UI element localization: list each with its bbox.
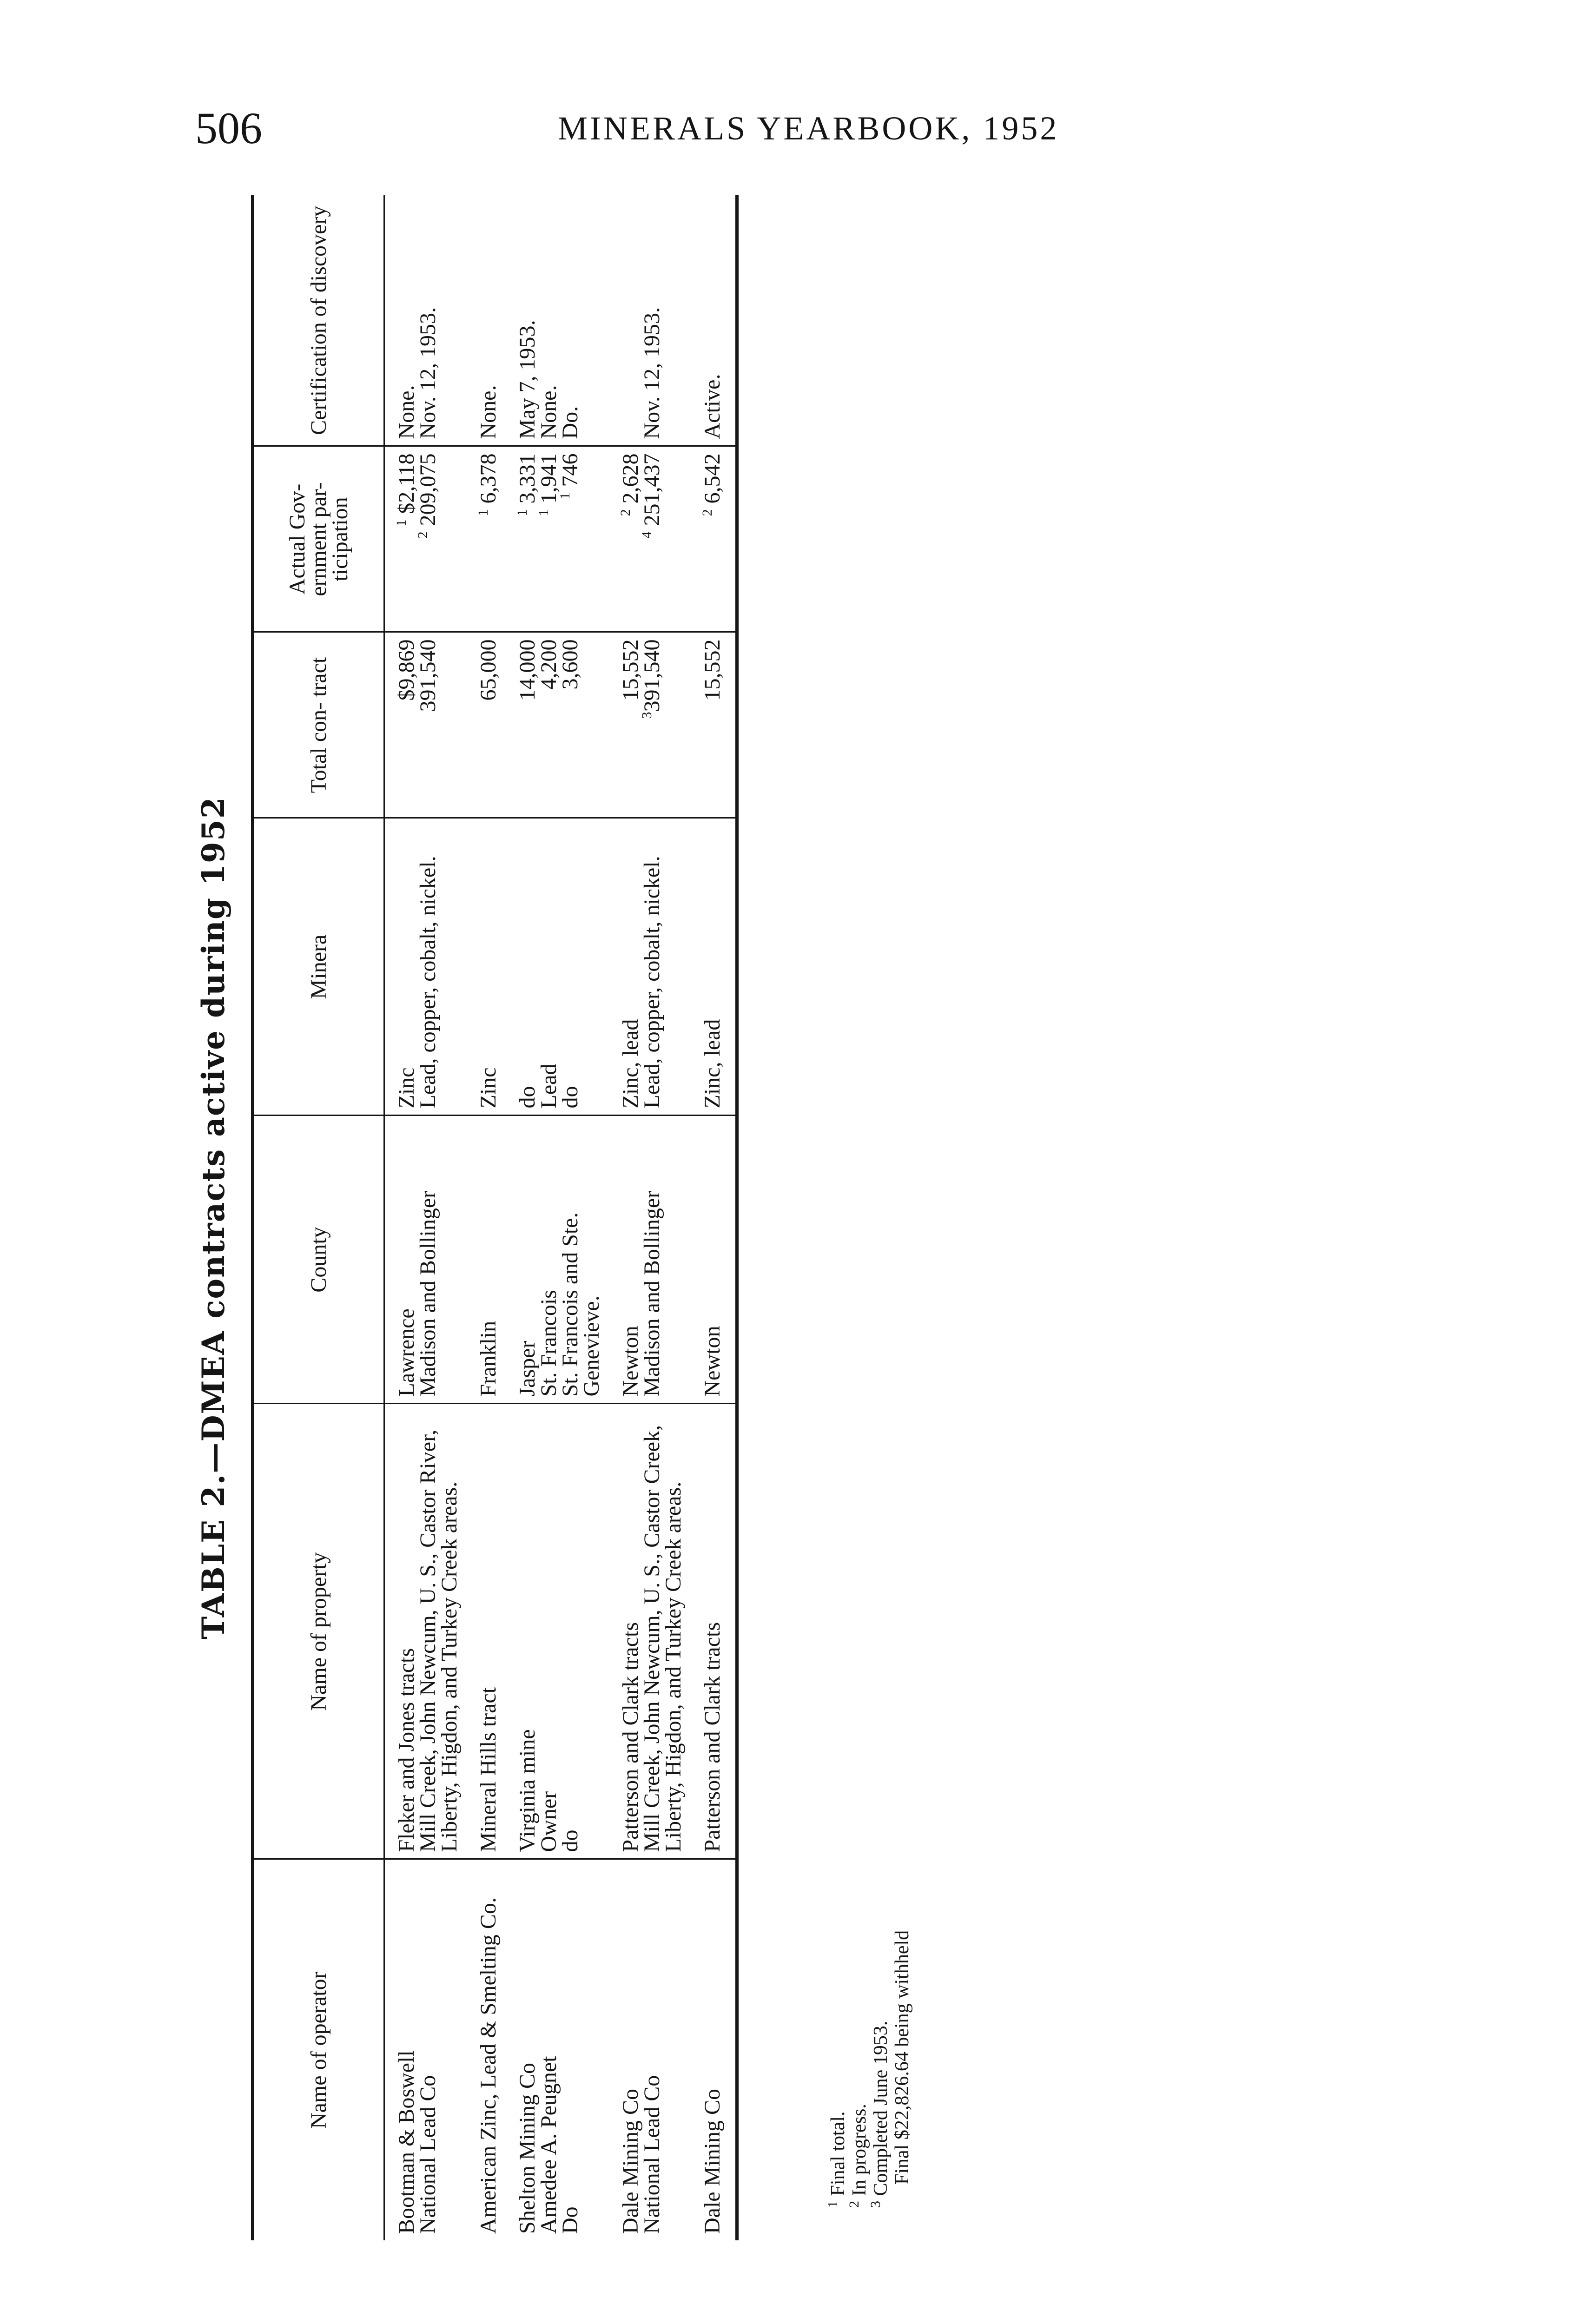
- footnote-mark: 1: [394, 519, 409, 527]
- cell-county: Jasper: [499, 1116, 538, 1404]
- cell-property: Mill Creek, John Newcum, U. S., Castor Creek, Liberty, Higdon, and Turkey Creek areas.: [641, 1404, 684, 1859]
- table-caption: TABLE 2.—DMEA contracts active during 1952: [195, 796, 231, 1639]
- cell-mineral: Lead: [538, 818, 560, 1116]
- table-row: [499, 195, 538, 2240]
- cell-total: 14,000: [499, 632, 538, 818]
- cell-actual-value: 1,941: [536, 453, 561, 504]
- cell-total: 4,200: [538, 632, 560, 818]
- cell-county: Lawrence: [384, 1116, 418, 1404]
- cell-mineral: Lead, copper, cobalt, nickel.: [417, 818, 460, 1116]
- cell-actual: [499, 446, 538, 632]
- table-row: [538, 195, 560, 2240]
- footnote-mark: 2: [700, 509, 715, 516]
- page-header: [0, 0, 1579, 195]
- cell-operator: Do: [560, 1859, 602, 2240]
- cell-county: Franklin: [460, 1116, 499, 1404]
- footnote-mark: 4: [639, 531, 654, 539]
- cell-county: Newton: [684, 1116, 737, 1404]
- footnote: Final $22,826.64 being withheld: [892, 1930, 913, 2185]
- footnote-mark: 1: [557, 492, 573, 500]
- footnote-mark: 2: [415, 531, 430, 539]
- table-row: [384, 195, 418, 2240]
- cell-county: St. Francois: [538, 1116, 560, 1404]
- cell-actual-value: 6,378: [476, 453, 501, 504]
- cell-total: 391,540: [417, 632, 460, 818]
- cell-certification: [602, 195, 641, 446]
- footnote-mark: 1: [515, 509, 530, 516]
- cell-actual: [557, 446, 602, 632]
- table-row: [641, 195, 684, 2240]
- cell-operator: Bootman & Boswell: [384, 1859, 418, 2240]
- footnote-mark: 3: [639, 712, 654, 719]
- cell-property: do: [560, 1404, 602, 1859]
- footnote-mark: 1: [476, 509, 491, 516]
- cell-operator: Dale Mining Co: [684, 1859, 737, 2240]
- cell-mineral: do: [499, 818, 538, 1116]
- cell-property: Mineral Hills tract: [460, 1404, 499, 1859]
- footnote-mark: 1: [536, 509, 551, 516]
- footnote: $^3$ Completed June 1953.: [868, 2020, 892, 2208]
- footnote-mark: 2: [618, 509, 633, 516]
- dmea-contracts-table: [251, 195, 739, 2240]
- cell-actual-value: 746: [558, 453, 582, 487]
- cell-certification: None.: [394, 385, 419, 439]
- cell-actual-value: 6,542: [700, 453, 725, 504]
- cell-total: 65,000: [460, 632, 499, 818]
- cell-operator: National Lead Co: [417, 1859, 460, 2240]
- table-row: [602, 195, 641, 2240]
- cell-certification: Nov. 12, 1953.: [640, 307, 664, 439]
- cell-operator: Amedee A. Peugnet: [538, 1859, 560, 2240]
- cell-total: 15,552: [684, 632, 737, 818]
- col-header-county: County: [253, 1116, 384, 1404]
- running-title: MINERALS YEARBOOK, 1952: [558, 110, 1059, 147]
- table-header-row: [253, 195, 384, 2240]
- cell-mineral: do: [560, 818, 602, 1116]
- cell-actual-value: 2,628: [618, 453, 643, 504]
- cell-county: Newton: [602, 1116, 641, 1404]
- col-header-mineral: Minera: [253, 818, 384, 1116]
- col-header-operator: Name of operator: [253, 1859, 384, 2240]
- table-row: [684, 195, 737, 2240]
- cell-total: $9,869: [384, 632, 418, 818]
- cell-actual-value: $2,118: [394, 453, 419, 514]
- cell-county: Madison and Bollinger: [417, 1116, 460, 1404]
- cell-property: Patterson and Clark tracts: [602, 1404, 641, 1859]
- col-header-certification: Certification of discovery: [253, 195, 384, 446]
- cell-mineral: Zinc, lead: [684, 818, 737, 1116]
- cell-certification: Do.: [558, 406, 582, 439]
- cell-actual: [538, 446, 560, 632]
- cell-actual: [417, 446, 460, 632]
- table-row: [417, 195, 460, 2240]
- cell-county: Madison and Bollinger: [641, 1116, 684, 1404]
- cell-actual: [641, 446, 684, 632]
- cell-actual-value: 209,075: [416, 453, 440, 526]
- footnote: $^2$ In progress.: [846, 2104, 870, 2208]
- cell-operator: Shelton Mining Co: [499, 1859, 538, 2240]
- cell-certification: None.: [476, 385, 501, 439]
- cell-certification: None.: [536, 385, 561, 439]
- cell-actual-value: 3,331: [515, 453, 540, 504]
- cell-property: Virginia mine: [499, 1404, 538, 1859]
- cell-total: [641, 632, 684, 818]
- cell-property: Mill Creek, John Newcum, U. S., Castor River, Liberty, Higdon, and Turkey Creek areas.: [417, 1404, 460, 1859]
- cell-property: Fleker and Jones tracts: [384, 1404, 418, 1859]
- table-row: [460, 195, 499, 2240]
- page-number: 506: [195, 103, 262, 153]
- cell-actual: [602, 446, 641, 632]
- cell-total: 3,600: [560, 632, 602, 818]
- cell-actual: [384, 446, 418, 632]
- cell-certification: Active.: [684, 195, 737, 446]
- cell-mineral: Lead, copper, cobalt, nickel.: [641, 818, 684, 1116]
- cell-certification: May 7, 1953.: [515, 320, 540, 439]
- col-header-government-participation: Actual Gov- ernment par- ticipation: [253, 446, 384, 632]
- cell-operator: American Zinc, Lead & Smelting Co.: [460, 1859, 499, 2240]
- cell-property: Owner: [538, 1404, 560, 1859]
- footnote: $^1$ Final total.: [825, 2111, 849, 2208]
- cell-actual-value: 251,437: [640, 453, 664, 526]
- cell-property: Patterson and Clark tracts: [684, 1404, 737, 1859]
- cell-mineral: Zinc, lead: [602, 818, 641, 1116]
- cell-certification: Nov. 12, 1953.: [416, 307, 440, 439]
- cell-operator: Dale Mining Co: [602, 1859, 641, 2240]
- cell-actual: [684, 446, 737, 632]
- footnotes: [827, 1930, 913, 2208]
- cell-total-value: 391,540: [640, 639, 664, 712]
- cell-mineral: Zinc: [460, 818, 499, 1116]
- table-row: [560, 195, 602, 2240]
- cell-mineral: Zinc: [384, 818, 418, 1116]
- cell-total: 15,552: [602, 632, 641, 818]
- cell-actual: [460, 446, 499, 632]
- cell-operator: National Lead Co: [641, 1859, 684, 2240]
- cell-county: St. Francois and Ste. Genevieve.: [560, 1116, 602, 1404]
- col-header-total-contract: Total con- tract: [253, 632, 384, 818]
- rotated-table-block: [195, 195, 939, 2240]
- col-header-property: Name of property: [253, 1404, 384, 1859]
